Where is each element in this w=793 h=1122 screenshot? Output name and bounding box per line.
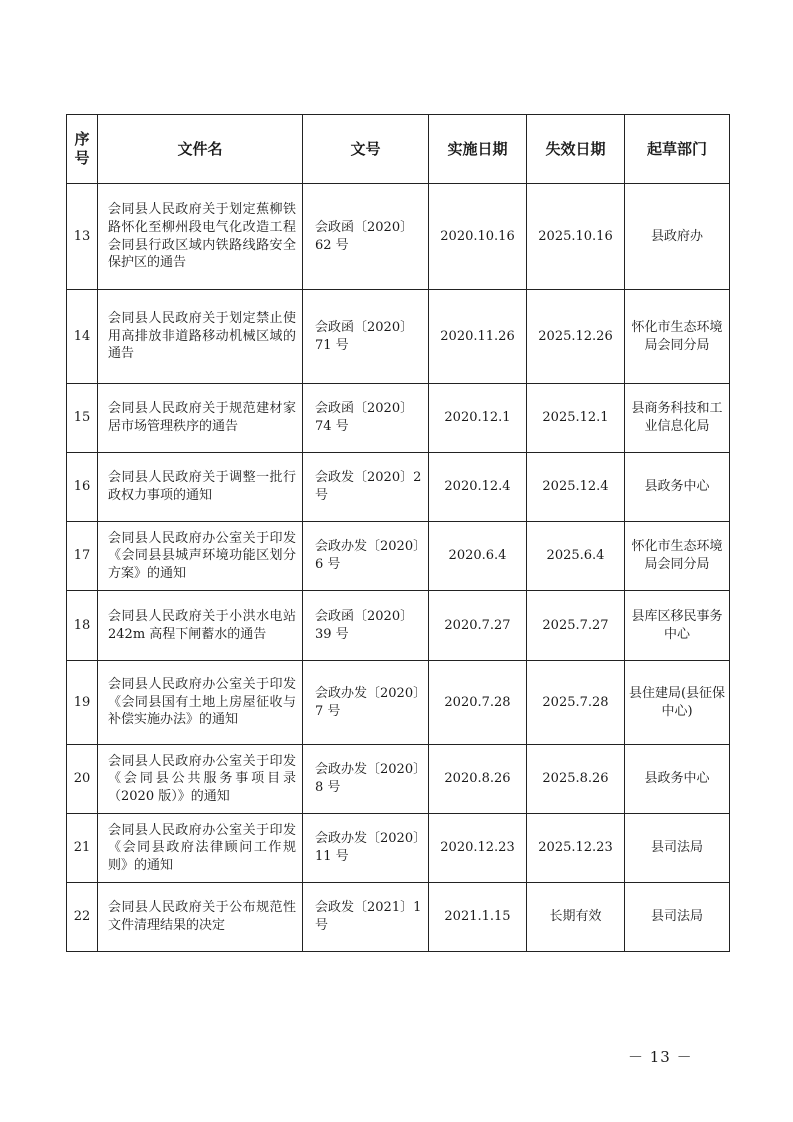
cell-expiry-date: 2025.10.16 — [527, 184, 625, 290]
cell-name: 会同县人民政府关于规范建材家居市场管理秩序的通告 — [98, 384, 303, 453]
cell-expiry-date: 2025.7.28 — [527, 661, 625, 745]
cell-no: 15 — [67, 384, 98, 453]
cell-department: 县住建局(县征保中心) — [625, 661, 730, 745]
cell-doc-number: 会政办发〔2020〕7 号 — [303, 661, 429, 745]
table-row — [67, 522, 730, 591]
table-row — [67, 290, 730, 384]
cell-department: 县司法局 — [625, 814, 730, 883]
cell-name: 会同县人民政府办公室关于印发《会同县县城声环境功能区划分方案》的通知 — [98, 522, 303, 591]
table-row — [67, 384, 730, 453]
cell-expiry-date: 2025.12.23 — [527, 814, 625, 883]
cell-expiry-date: 2025.8.26 — [527, 745, 625, 814]
cell-name: 会同县人民政府办公室关于印发《会同县公共服务事项目录（2020 版）》的通知 — [98, 745, 303, 814]
cell-no: 17 — [67, 522, 98, 591]
cell-no: 16 — [67, 453, 98, 522]
table-row — [67, 745, 730, 814]
cell-effective-date: 2020.10.16 — [429, 184, 527, 290]
cell-doc-number: 会政办发〔2020〕11 号 — [303, 814, 429, 883]
cell-effective-date: 2020.8.26 — [429, 745, 527, 814]
cell-effective-date: 2020.12.1 — [429, 384, 527, 453]
cell-no: 22 — [67, 883, 98, 952]
cell-name: 会同县人民政府关于划定禁止使用高排放非道路移动机械区域的通告 — [98, 290, 303, 384]
page-number: － 13 － — [628, 1048, 693, 1066]
cell-name: 会同县人民政府关于小洪水电站 242m 高程下闸蓄水的通告 — [98, 591, 303, 661]
cell-no: 21 — [67, 814, 98, 883]
cell-doc-number: 会政发〔2020〕2 号 — [303, 453, 429, 522]
cell-expiry-date: 2025.6.4 — [527, 522, 625, 591]
header-name: 文件名 — [98, 115, 303, 184]
cell-no: 18 — [67, 591, 98, 661]
table-row — [67, 883, 730, 952]
table-row — [67, 453, 730, 522]
cell-name: 会同县人民政府关于公布规范性文件清理结果的决定 — [98, 883, 303, 952]
cell-effective-date: 2020.7.28 — [429, 661, 527, 745]
cell-name: 会同县人民政府关于调整一批行政权力事项的通知 — [98, 453, 303, 522]
cell-expiry-date: 2025.12.4 — [527, 453, 625, 522]
cell-effective-date: 2020.12.23 — [429, 814, 527, 883]
cell-name: 会同县人民政府办公室关于印发《会同县政府法律顾问工作规则》的通知 — [98, 814, 303, 883]
cell-effective-date: 2021.1.15 — [429, 883, 527, 952]
cell-department: 县政务中心 — [625, 745, 730, 814]
table-header-row — [67, 115, 730, 184]
cell-effective-date: 2020.7.27 — [429, 591, 527, 661]
cell-department: 县商务科技和工业信息化局 — [625, 384, 730, 453]
header-department: 起草部门 — [625, 115, 730, 184]
table-row — [67, 661, 730, 745]
cell-doc-number: 会政函〔2020〕62 号 — [303, 184, 429, 290]
cell-expiry-date: 2025.12.1 — [527, 384, 625, 453]
cell-effective-date: 2020.6.4 — [429, 522, 527, 591]
cell-expiry-date: 长期有效 — [527, 883, 625, 952]
cell-department: 怀化市生态环境局会同分局 — [625, 290, 730, 384]
cell-doc-number: 会政办发〔2020〕6 号 — [303, 522, 429, 591]
header-doc-number: 文号 — [303, 115, 429, 184]
cell-doc-number: 会政函〔2020〕71 号 — [303, 290, 429, 384]
document-table — [66, 114, 730, 952]
cell-no: 13 — [67, 184, 98, 290]
cell-effective-date: 2020.12.4 — [429, 453, 527, 522]
cell-name: 会同县人民政府办公室关于印发《会同县国有土地上房屋征收与补偿实施办法》的通知 — [98, 661, 303, 745]
cell-effective-date: 2020.11.26 — [429, 290, 527, 384]
header-effective-date: 实施日期 — [429, 115, 527, 184]
table-row — [67, 591, 730, 661]
cell-doc-number: 会政发〔2021〕1 号 — [303, 883, 429, 952]
cell-no: 14 — [67, 290, 98, 384]
cell-expiry-date: 2025.7.27 — [527, 591, 625, 661]
table-row — [67, 814, 730, 883]
header-expiry-date: 失效日期 — [527, 115, 625, 184]
cell-expiry-date: 2025.12.26 — [527, 290, 625, 384]
cell-no: 19 — [67, 661, 98, 745]
cell-department: 县库区移民事务中心 — [625, 591, 730, 661]
cell-doc-number: 会政办发〔2020〕8 号 — [303, 745, 429, 814]
table-row — [67, 184, 730, 290]
cell-department: 县政府办 — [625, 184, 730, 290]
header-no: 序号 — [67, 115, 98, 184]
cell-department: 县政务中心 — [625, 453, 730, 522]
cell-department: 怀化市生态环境局会同分局 — [625, 522, 730, 591]
cell-name: 会同县人民政府关于划定蕉柳铁路怀化至柳州段电气化改造工程会同县行政区域内铁路线路安全保护区的通告 — [98, 184, 303, 290]
cell-department: 县司法局 — [625, 883, 730, 952]
cell-doc-number: 会政函〔2020〕39 号 — [303, 591, 429, 661]
cell-no: 20 — [67, 745, 98, 814]
cell-doc-number: 会政函〔2020〕74 号 — [303, 384, 429, 453]
